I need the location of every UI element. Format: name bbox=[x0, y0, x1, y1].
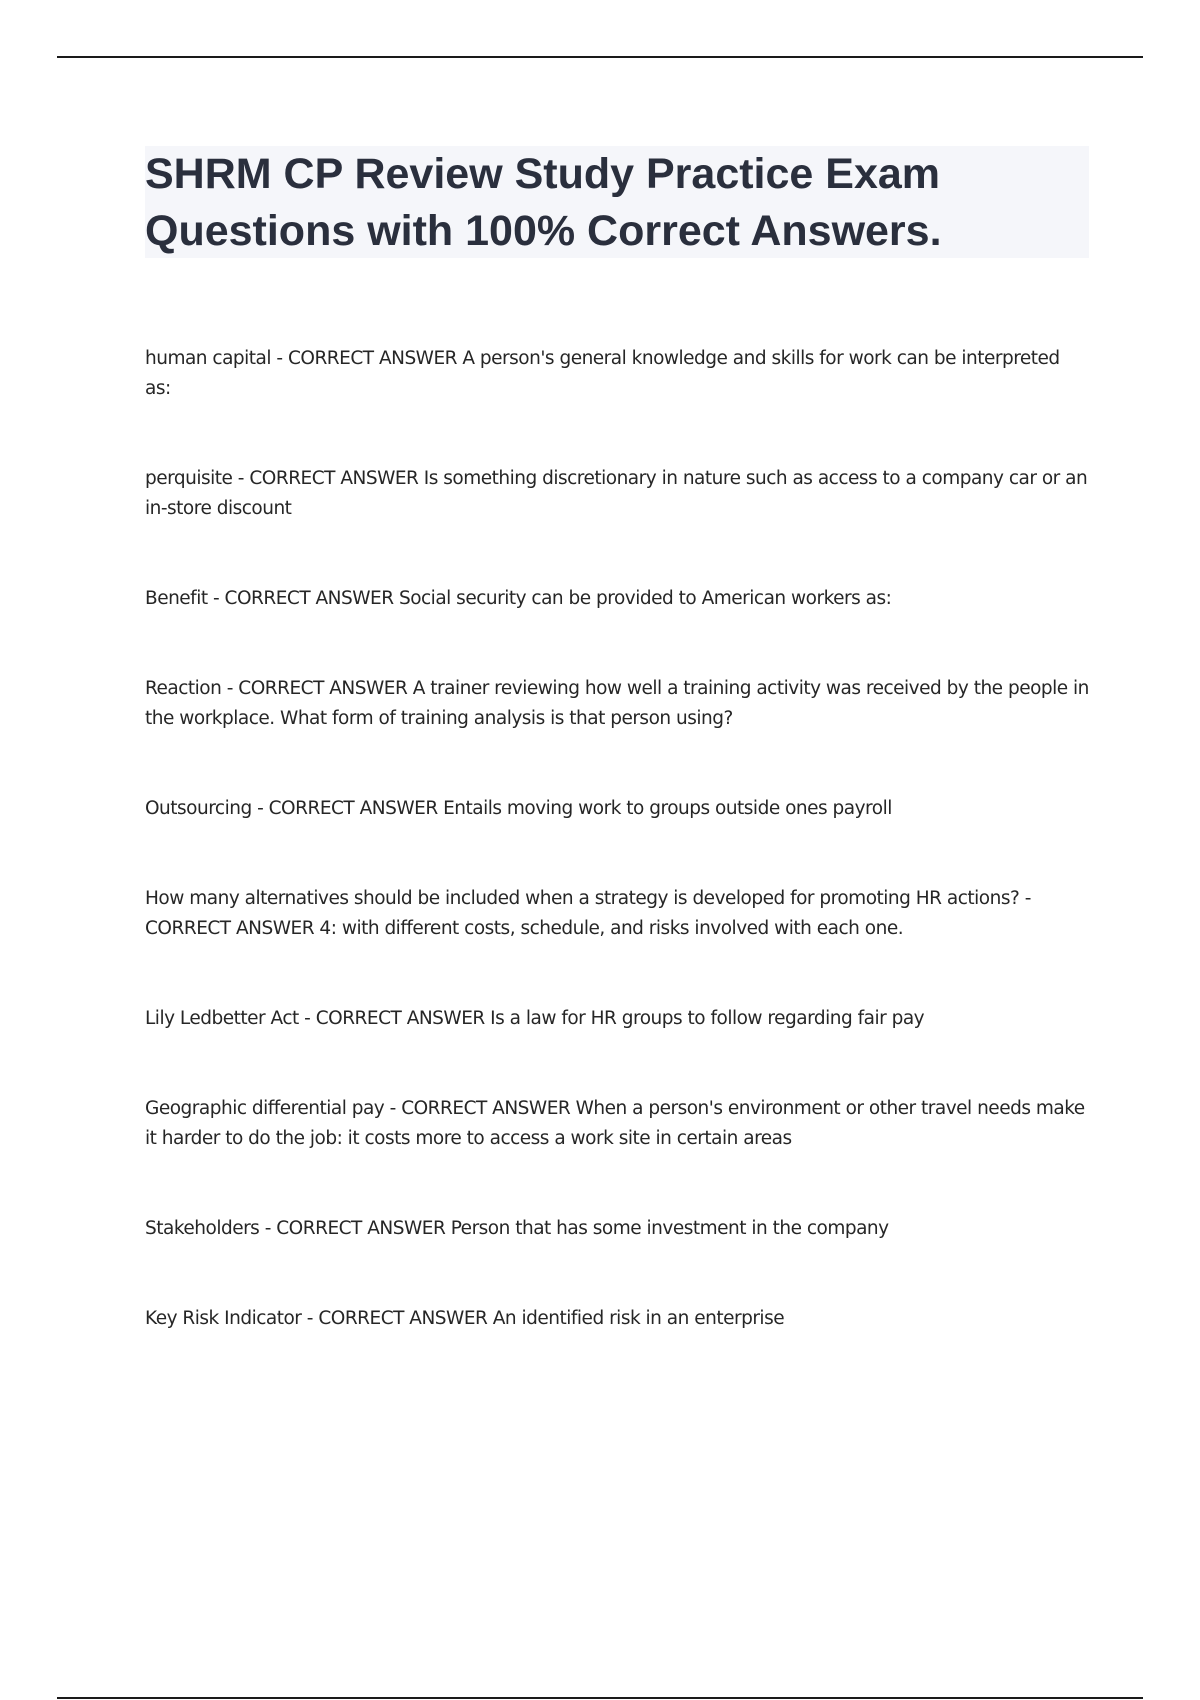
qa-entry-alternatives: How many alternatives should be included when a strategy is developed for promoting HR actions? - CORRECT ANSWER 4: with different costs, schedule, and risks involved with each one. bbox=[145, 888, 1031, 939]
qa-list bbox=[145, 344, 1090, 1334]
title-banner bbox=[145, 146, 1089, 258]
qa-entry-stakeholders: Stakeholders - CORRECT ANSWER Person that has some investment in the company bbox=[145, 1218, 889, 1239]
top-divider bbox=[57, 56, 1143, 58]
qa-entry-lily-ledbetter: Lily Ledbetter Act - CORRECT ANSWER Is a law for HR groups to follow regarding fair pay bbox=[145, 1008, 925, 1029]
qa-entry-benefit: Benefit - CORRECT ANSWER Social security can be provided to American workers as: bbox=[145, 588, 892, 609]
document-title: SHRM CP Review Study Practice Exam Questions with 100% Correct Answers. bbox=[145, 150, 942, 255]
qa-entry-reaction: Reaction - CORRECT ANSWER A trainer reviewing how well a training activity was received by the people in the workplace. What form of training analysis is that person using? bbox=[145, 678, 1089, 729]
qa-entry-outsourcing: Outsourcing - CORRECT ANSWER Entails moving work to groups outside ones payroll bbox=[145, 798, 892, 819]
bottom-divider bbox=[57, 1697, 1143, 1699]
qa-entry-perquisite: perquisite - CORRECT ANSWER Is something discretionary in nature such as access to a company car or an in-store discount bbox=[145, 468, 1088, 519]
qa-entry-geographic-pay: Geographic differential pay - CORRECT ANSWER When a person's environment or other travel needs make it harder to do the job: it costs more to access a work site in certain areas bbox=[145, 1098, 1085, 1149]
qa-entry-human-capital: human capital - CORRECT ANSWER A person's general knowledge and skills for work can be interpreted as: bbox=[145, 348, 1060, 399]
qa-entry-key-risk-indicator: Key Risk Indicator - CORRECT ANSWER An identified risk in an enterprise bbox=[145, 1308, 785, 1329]
